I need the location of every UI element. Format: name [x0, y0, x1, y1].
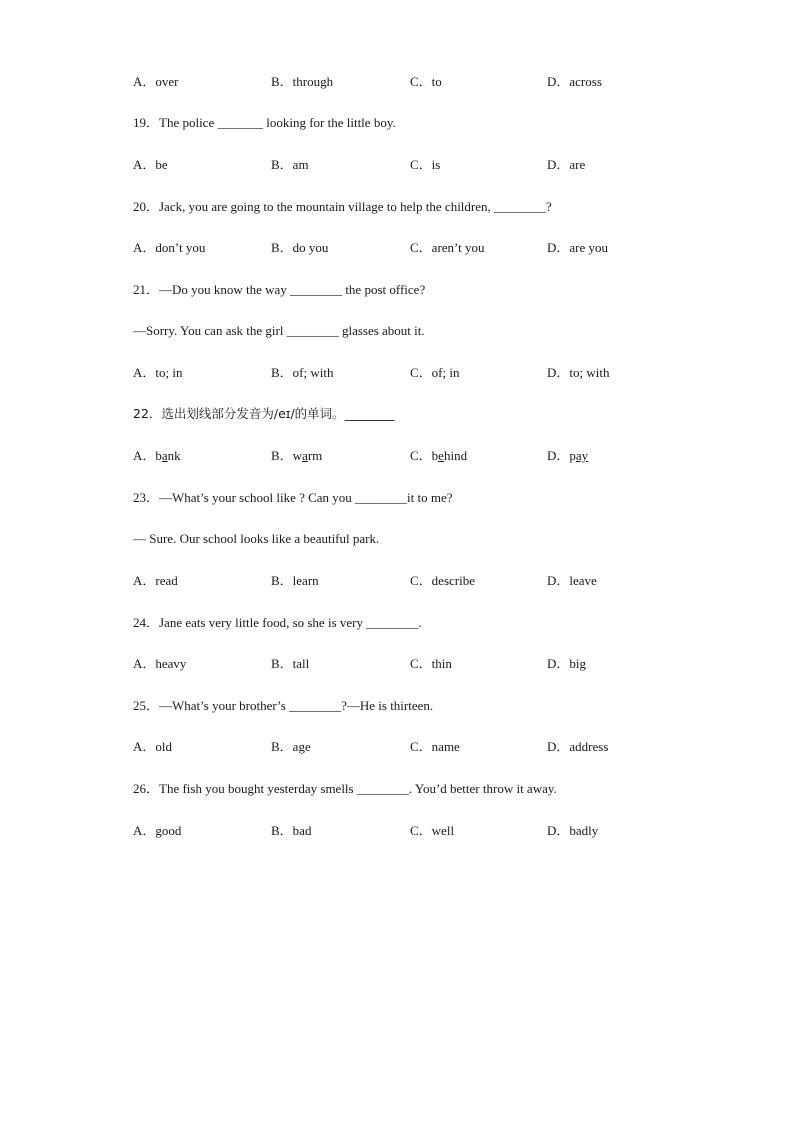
- q22-option-c-post: hind: [443, 448, 468, 463]
- q26-option-d[interactable]: D．badly: [547, 823, 599, 838]
- q21-options: [133, 365, 653, 381]
- q22-option-a-pre: b: [155, 448, 162, 463]
- q22-option-d-underlined: ay: [575, 448, 589, 463]
- q23-option-b[interactable]: B．learn: [271, 573, 319, 588]
- q20-option-d[interactable]: D．are you: [547, 240, 609, 255]
- q18-option-b[interactable]: B．through: [271, 74, 334, 89]
- q23-option-a[interactable]: A．read: [133, 573, 178, 588]
- q26-option-b[interactable]: B．bad: [271, 823, 312, 838]
- q25-option-d[interactable]: D．address: [547, 739, 609, 754]
- q22-option-a-label: A．: [133, 448, 156, 463]
- q22-option-b-post: rm: [307, 448, 323, 463]
- q20-option-b[interactable]: B．do you: [271, 240, 329, 255]
- q24-options: [133, 656, 653, 672]
- q23-stem: 23．—What’s your school like ? Can you ________it to me?: [133, 490, 453, 505]
- q22-stem: 22．选出划线部分发音为/eɪ/的单词。________: [133, 406, 395, 421]
- q25-option-c[interactable]: C．name: [410, 739, 460, 754]
- q20-stem: 20．Jack, you are going to the mountain village to help the children, ________?: [133, 199, 552, 214]
- q22-option-b-label: B．: [271, 448, 293, 463]
- q19-option-b[interactable]: B．am: [271, 157, 309, 172]
- q23-stem-response: — Sure. Our school looks like a beautiful park.: [133, 531, 380, 546]
- q25-option-b[interactable]: B．age: [271, 739, 311, 754]
- q24-option-d[interactable]: D．big: [547, 656, 587, 671]
- q18-option-a[interactable]: A．over: [133, 74, 179, 89]
- q21-stem-response: —Sorry. You can ask the girl ________ glasses about it.: [133, 323, 425, 338]
- q22-option-d-pre: p: [569, 448, 576, 463]
- q25-stem: 25．—What’s your brother’s ________?—He is thirteen.: [133, 698, 434, 713]
- q24-option-a[interactable]: A．heavy: [133, 656, 187, 671]
- q20-option-a[interactable]: A．don’t you: [133, 240, 206, 255]
- q18-option-d[interactable]: D．across: [547, 74, 602, 89]
- q22-option-c[interactable]: [410, 448, 467, 464]
- q22-option-c-label: C．: [410, 448, 432, 463]
- q22-option-b-pre: w: [292, 448, 303, 463]
- q22-option-a-post: nk: [167, 448, 181, 463]
- q25-options: [133, 739, 653, 755]
- q19-options: [133, 157, 653, 173]
- q19-option-c[interactable]: C．is: [410, 157, 441, 172]
- q26-option-a[interactable]: A．good: [133, 823, 182, 838]
- q21-option-a[interactable]: A．to; in: [133, 365, 183, 380]
- q22-option-d-label: D．: [547, 448, 570, 463]
- q22-option-b[interactable]: [271, 448, 322, 464]
- q25-option-a[interactable]: A．old: [133, 739, 173, 754]
- q24-stem: 24．Jane eats very little food, so she is very ________.: [133, 615, 422, 630]
- q19-option-a[interactable]: A．be: [133, 157, 168, 172]
- q18-options: [133, 74, 653, 90]
- q22-option-a[interactable]: [133, 448, 181, 464]
- q22-options: [133, 448, 653, 464]
- q21-stem: 21．—Do you know the way ________ the post office?: [133, 282, 426, 297]
- q23-option-d[interactable]: D．leave: [547, 573, 597, 588]
- q24-option-c[interactable]: C．thin: [410, 656, 452, 671]
- q22-option-c-pre: b: [431, 448, 439, 463]
- q22-option-a-underlined: a: [161, 448, 168, 463]
- q21-option-b[interactable]: B．of; with: [271, 365, 334, 380]
- q22-option-b-underlined: a: [302, 448, 308, 463]
- q26-stem: 26．The fish you bought yesterday smells ________. You’d better throw it away.: [133, 781, 557, 796]
- q20-options: [133, 240, 653, 256]
- q18-option-c[interactable]: C．to: [410, 74, 442, 89]
- q23-options: [133, 573, 653, 589]
- q26-option-c[interactable]: C．well: [410, 823, 455, 838]
- q22-option-d[interactable]: [547, 448, 588, 464]
- q20-option-c[interactable]: C．aren’t you: [410, 240, 485, 255]
- q21-option-d[interactable]: D．to; with: [547, 365, 610, 380]
- q23-option-c[interactable]: C．describe: [410, 573, 475, 588]
- q26-options: [133, 823, 653, 839]
- q24-option-b[interactable]: B．tall: [271, 656, 310, 671]
- q22-option-c-underlined: e: [438, 448, 444, 463]
- q19-option-d[interactable]: D．are: [547, 157, 586, 172]
- q21-option-c[interactable]: C．of; in: [410, 365, 460, 380]
- q19-stem: 19．The police _______ looking for the little boy.: [133, 115, 396, 130]
